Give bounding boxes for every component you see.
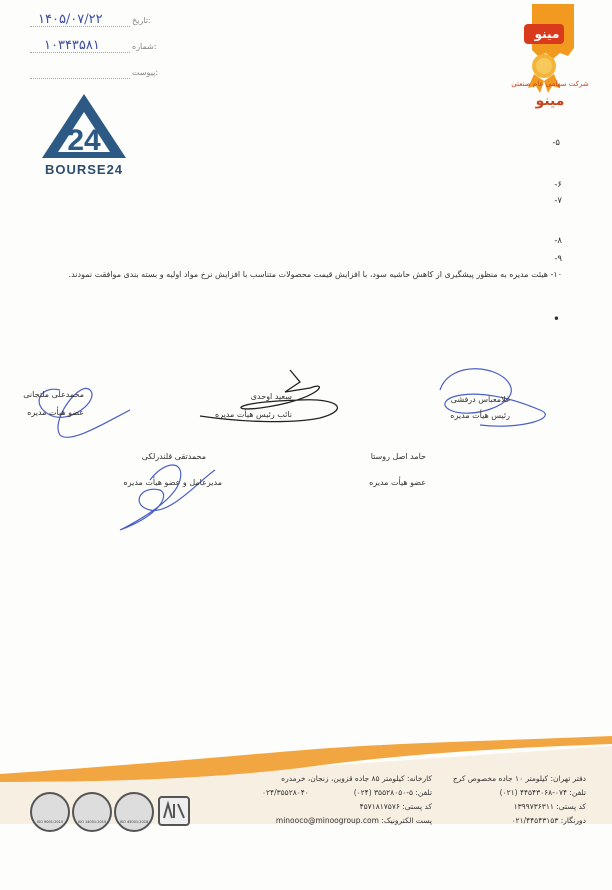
cert-badge-3 [114, 792, 154, 832]
cert-badge-3-label: ISO 45001:2018 [119, 820, 149, 824]
footer-office-fax: دورنگار: ۰۲۱/۴۴۵۴۳۱۵۳ [511, 816, 586, 825]
item-5: ۵- [552, 138, 560, 148]
number-label: شماره: [132, 42, 157, 51]
footer-factory-address: کارخانه: کیلومتر ۸۵ جاده قزوین، زنجان، خرمدره [281, 774, 432, 783]
company-name: مینو [535, 93, 565, 109]
footer-office-postal: کد پستی: ۱۳۹۹۷۳۶۳۱۱ [513, 802, 586, 811]
signature-scribble-5 [120, 465, 215, 530]
attachment-line [30, 78, 130, 79]
signatory-2-name: سعید اوحدی [250, 392, 292, 401]
bullet-item: • [552, 312, 560, 326]
watermark-text: BOURSE24 [44, 162, 124, 177]
bourse24-logo-icon [38, 92, 130, 162]
signatory-1-name: غلامعباس درفشی [450, 395, 510, 404]
standard-mark-icon [158, 796, 190, 826]
footer [0, 770, 612, 850]
company-line: شرکت سهامی عام صنعتی [511, 80, 589, 88]
logo-text: مینو [534, 27, 560, 41]
item-7: ۷- [554, 196, 562, 206]
date-label: تاریخ: [132, 16, 151, 25]
svg-text:24: 24 [67, 124, 101, 157]
date-value: ۱۴۰۵/۰۷/۲۲ [38, 12, 103, 27]
footer-office-address: دفتر تهران: کیلومتر ۱۰ جاده مخصوص کرج [452, 774, 586, 783]
signatory-3-role: عضو هیأت مدیره [27, 408, 84, 417]
letter-header-fields [30, 12, 160, 82]
item-8: ۸- [554, 236, 562, 246]
cert-badge-1-label: ISO 9001:2015 [36, 820, 64, 824]
signatory-5-name: محمدتقی قلندرلکی [141, 452, 206, 461]
cert-badge-1 [30, 792, 70, 832]
attachment-label: پیوست: [132, 68, 159, 77]
item-9: ۹- [554, 254, 562, 264]
cert-badge-2-label: ISO 14001:2015 [77, 820, 107, 824]
item-10: ۱۰- هیئت مدیره به منظور پیشگیری از کاهش حاشیه سود، با افزایش قیمت محصولات متناسب با افزایش نرخ مواد اولیه و بسته بندی موافقت نمودند. [68, 270, 562, 279]
signatory-1-role: رئیس هیأت مدیره [450, 411, 510, 420]
number-value: ۱۰۳۴۳۵۸۱ [44, 38, 100, 53]
signatory-2-role: نائب رئیس هیأت مدیره [215, 410, 292, 419]
footer-factory-postal: کد پستی: ۴۵۷۱۸۱۷۵۷۶ [359, 802, 432, 811]
bourse24-watermark [38, 92, 130, 178]
signatory-3-name: محمدعلی ملتجانی [23, 390, 84, 399]
signatory-5-role: مدیرعامل و عضو هیأت مدیره [123, 478, 222, 487]
cert-badges [30, 792, 200, 832]
footer-factory-fax: ۰۲۴/۳۵۵۲۸۰۴۰ [262, 788, 309, 797]
cert-badge-2 [72, 792, 112, 832]
signatory-4-name: حامد اصل روستا [370, 452, 426, 461]
footer-email: پست الکترونیک: minooco@minoogroup.com [275, 816, 432, 825]
footer-factory-tel: تلفن: ۵-۳۵۵۲۸۰۵۰ (۰۲۴) [353, 788, 432, 797]
footer-office-tel: تلفن: ۰۷۴-۴۴۵۴۳۰۶۸ (۰۲۱) [499, 788, 586, 797]
item-6: ۶- [554, 180, 562, 190]
signatory-4-role: عضو هیأت مدیره [369, 478, 426, 487]
